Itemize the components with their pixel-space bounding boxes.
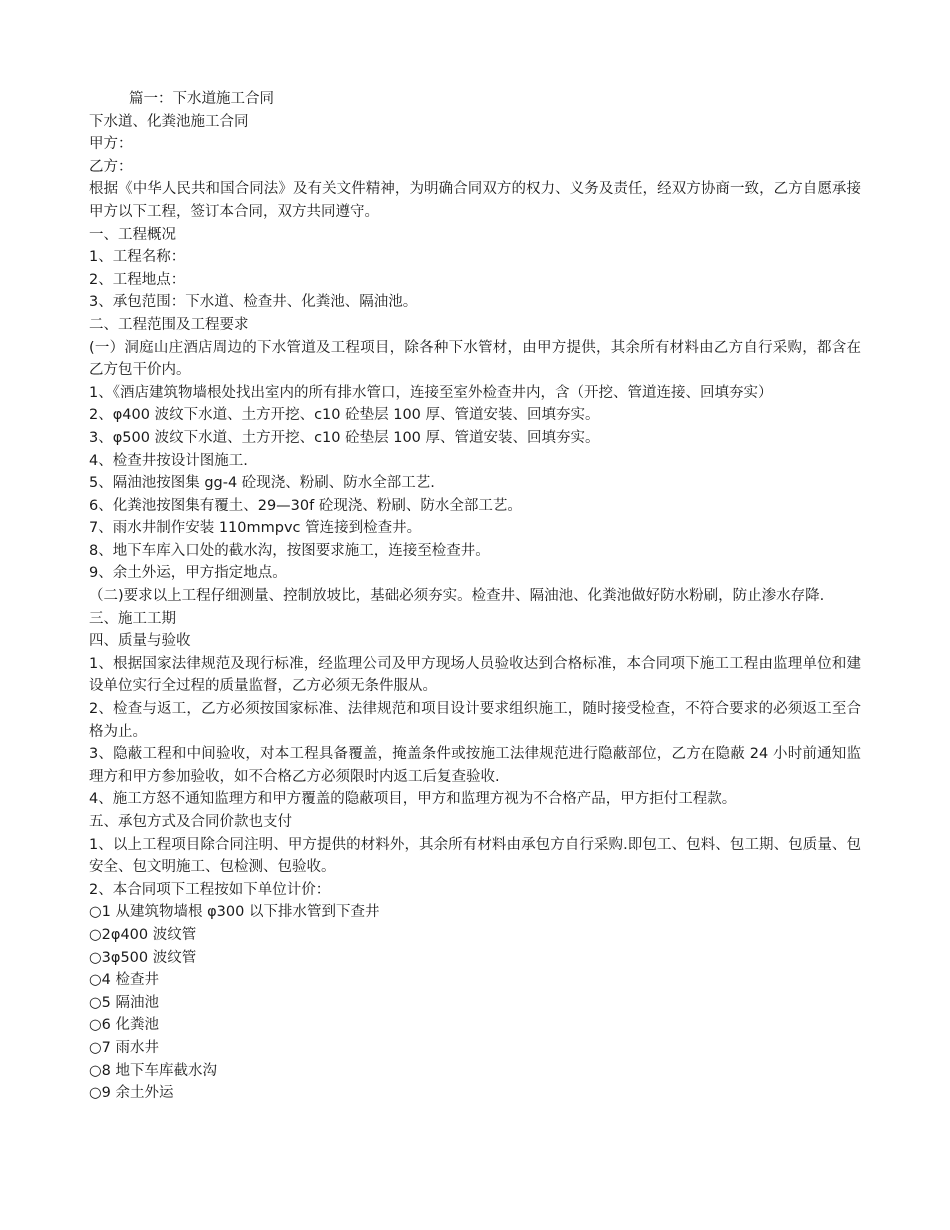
pricing-item-2: ○2φ400 波纹管 bbox=[89, 926, 197, 943]
pricing-item-1: ○1 从建筑物墙根 φ300 以下排水管到下查井 bbox=[89, 904, 380, 921]
work-item-1: 1、《酒店建筑物墙根处找出室内的所有排水管口，连接至室外检查井内，含（开挖、管道连接、回填夯实） bbox=[89, 384, 773, 401]
work-item-8: 8、地下车库入口处的截水沟，按图要求施工，连接至检查井。 bbox=[89, 542, 490, 559]
work-item-4: 4、检查井按设计图施工. bbox=[89, 452, 248, 469]
work-item-5: 5、隔油池按图集 gg-4 砼现浇、粉刷、防水全部工艺. bbox=[89, 475, 435, 492]
pricing-item-6: ○6 化粪池 bbox=[89, 1017, 159, 1034]
section-1-heading: 一、工程概况 bbox=[89, 226, 176, 243]
pricing-item-3: ○3φ500 波纹管 bbox=[89, 949, 197, 966]
work-item-7: 7、雨水井制作安装 110mmpvc 管连接到检查井。 bbox=[89, 520, 422, 537]
party-a: 甲方： bbox=[89, 136, 133, 153]
payment-clause-2: 2、本合同项下工程按如下单位计价： bbox=[89, 881, 331, 898]
requirement-2: （二)要求以上工程仔细测量、控制放坡比，基础必须夯实。检查井、隔油池、化粪池做好防水粉刷，防止渗水存降. bbox=[89, 588, 825, 605]
quality-clause-3: 3、隐蔽工程和中间验收，对本工程具备覆盖，掩盖条件或按施工法律规范进行隐蔽部位，乙方在隐蔽 24 小时前通知监理方和甲方参加验收，如不合格乙方必须限时内返工后复查验收. bbox=[89, 746, 861, 785]
pricing-item-4: ○4 检查井 bbox=[89, 972, 159, 989]
section-4-heading: 四、质量与验收 bbox=[89, 633, 191, 650]
quality-clause-2: 2、检查与返工，乙方必须按国家标准、法律规范和项目设计要求组织施工，随时接受检查，不符合要求的必须返工至合格为止。 bbox=[89, 701, 861, 740]
project-name: 1、工程名称： bbox=[89, 249, 186, 266]
preamble: 根据《中华人民共和国合同法》及有关文件精神，为明确合同双方的权力、义务及责任，经双方协商一致，乙方自愿承接甲方以下工程，签订本合同，双方共同遵守。 bbox=[89, 181, 861, 220]
payment-clause-1: 1、以上工程项目除合同注明、甲方提供的材料外，其余所有材料由承包方自行采购.即包工、包料、包工期、包质量、包安全、包文明施工、包检测、包验收。 bbox=[89, 836, 861, 876]
work-item-3: 3、φ500 波纹下水道、土方开挖、c10 砼垫层 100 厚、管道安装、回填夯实。 bbox=[89, 429, 600, 446]
pricing-item-7: ○7 雨水井 bbox=[89, 1039, 159, 1056]
work-item-2: 2、φ400 波纹下水道、土方开挖、c10 砼垫层 100 厚、管道安装、回填夯实。 bbox=[89, 407, 600, 424]
work-item-9: 9、余土外运，甲方指定地点。 bbox=[89, 565, 287, 582]
pricing-item-5: ○5 隔油池 bbox=[89, 994, 159, 1011]
document-body bbox=[89, 88, 861, 1105]
party-b: 乙方： bbox=[89, 158, 133, 175]
document-heading: 篇一：下水道施工合同 bbox=[129, 91, 274, 107]
pricing-item-8: ○8 地下车库截水沟 bbox=[89, 1062, 217, 1079]
quality-clause-4: 4、施工方怒不通知监理方和甲方覆盖的隐蔽项目，甲方和监理方视为不合格产品，甲方拒付工程款。 bbox=[89, 791, 737, 808]
contract-scope: 3、承包范围：下水道、检查井、化粪池、隔油池。 bbox=[89, 294, 418, 311]
quality-clause-1: 1、根据国家法律规范及现行标准，经监理公司及甲方现场人员验收达到合格标准，本合同项下施工工程由监理单位和建设单位实行全过程的质量监督，乙方必须无条件服从。 bbox=[89, 655, 861, 695]
section-3-heading: 三、施工工期 bbox=[89, 610, 176, 627]
work-item-6: 6、化粪池按图集有覆土、29—30f 砼现浇、粉刷、防水全部工艺。 bbox=[89, 497, 522, 514]
pricing-item-9: ○9 余土外运 bbox=[89, 1085, 174, 1102]
project-location: 2、工程地点： bbox=[89, 271, 186, 288]
section-5-heading: 五、承包方式及合同价款也支付 bbox=[89, 814, 292, 830]
requirement-1: (一）洞庭山庄酒店周边的下水管道及工程项目，除各种下水管材，由甲方提供，其余所有材料由乙方自行采购，都含在乙方包干价内。 bbox=[89, 339, 861, 379]
contract-title: 下水道、化粪池施工合同 bbox=[89, 113, 249, 130]
section-2-heading: 二、工程范围及工程要求 bbox=[89, 316, 249, 333]
